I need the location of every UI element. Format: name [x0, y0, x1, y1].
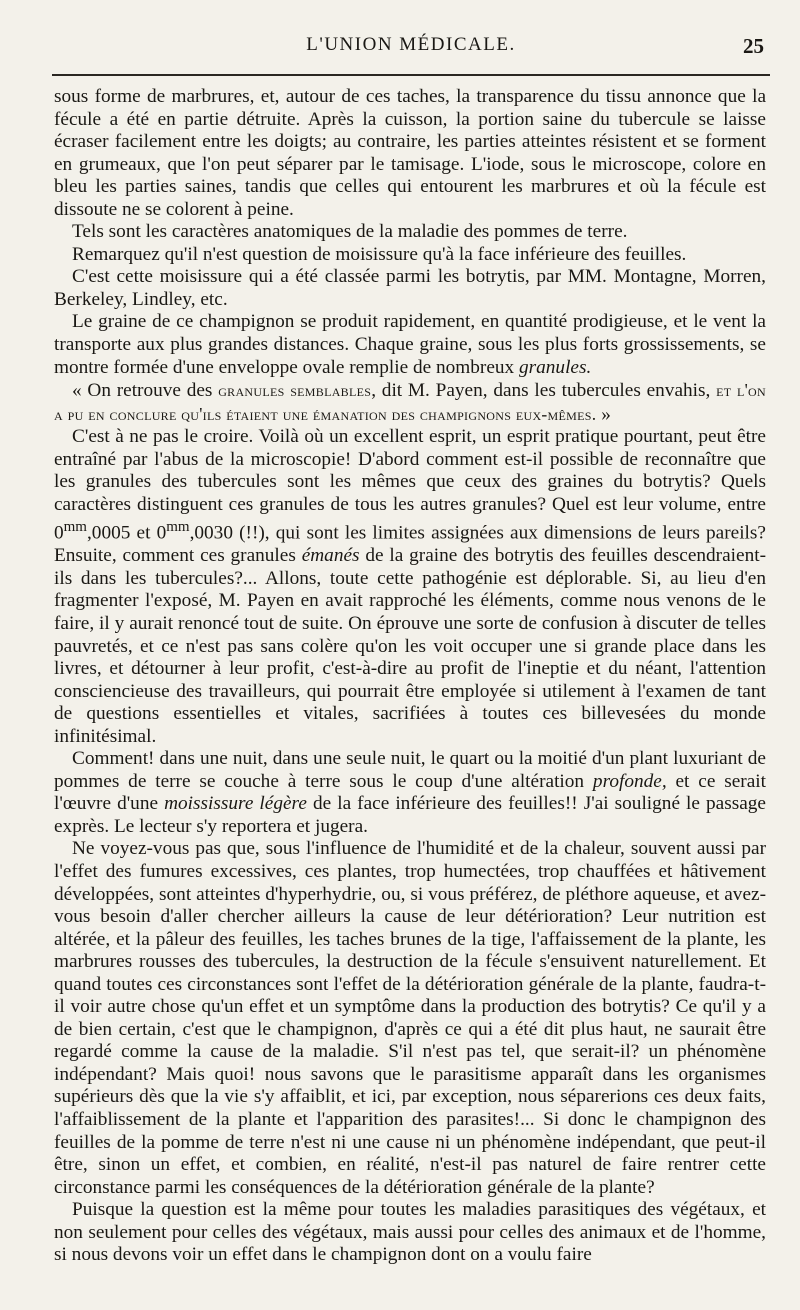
paragraph-2: Tels sont les caractères anatomiques de la maladie des pommes de terre. [72, 221, 628, 243]
quote-middle: , dit M. Payen, dans les tubercules envahis, [371, 380, 711, 402]
unit-mm-1: mm [63, 519, 87, 536]
paragraph-8-part-b: et ce serait l'œuvre d'une [54, 770, 766, 815]
paragraph-4: C'est cette moisissure qui a été classée parmi les botrytis, par MM. Montagne, Morren, Berkeley, Lindley, etc. [54, 266, 766, 310]
paragraph-7-part-a: C'est à ne pas le croire. Voilà où un excellent esprit, un esprit pratique pourtant, peut être entraîné par l'abus de la microscopie! D'abord comment est-il possible de reconnaître que les granules des tubercules sont les mêmes que ceux des graines du botrytis? Quels caractères distinguent ces granules de tous les autres granules? Quel est leur volume, entre 0 [54, 426, 766, 544]
quote-open: « On retrouve des [72, 380, 213, 402]
paragraph-8 [54, 748, 766, 838]
paragraph-5-text: Le graine de ce champignon se produit rapidement, en quantité prodigieuse, et le vent la transporte aux plus grandes distances. Chaque graine, sous les plus forts grossissements, se montre formée d'une enveloppe ovale remplie de nombreux [54, 311, 766, 378]
moississure-italic: moississure légère [164, 793, 307, 815]
paragraph-7 [54, 426, 766, 748]
granules-italic: granules. [519, 356, 592, 378]
paragraph-8-part-c: de la face inférieure des feuilles!! J'ai souligné le passage exprès. Le lecteur s'y reportera et jugera. [54, 793, 766, 837]
article-body [54, 86, 766, 1267]
running-title: L'UNION MÉDICALE. [306, 34, 516, 55]
paragraph-5 [54, 311, 766, 379]
quote-smallcaps-1: granules semblables [218, 380, 372, 401]
paragraph-7-part-c: ,0030 (!!), qui sont les limites assignées aux dimensions de leurs pareils? Ensuite, comment ces granules [54, 522, 766, 567]
paragraph-7-part-d: de la graine des botrytis des feuilles descendraient-ils dans les tubercules?... Allons, toute cette pathogénie est déplorable. Si, au lieu d'en fragmenter l'exposé, M. Payen en avait rapproché les éléments, comme nous venons de le faire, il y aurait renoncé tout de suite. On éprouve une sorte de confusion à discuter de telles pauvretés, et ce n'est pas sans colère qu'on les voit occuper une si grande place dans les livres, et détourner à leur profit, c'est-à-dire au profit de l'ineptie et du néant, l'attention consciencieuse des travailleurs, qui pourrait être employée si utilement à l'examen de tant de questions essentielles et vitales, sacrifiées à toutes ces billevesées du monde infinitésimal. [54, 545, 766, 747]
paragraph-8-part-a: Comment! dans une nuit, dans une seule nuit, le quart ou la moitié d'un plant luxuriant de pommes de terre se couche à terre sous le coup d'une altération [54, 748, 766, 792]
paragraph-3: Remarquez qu'il n'est question de moisissure qu'à la face inférieure des feuilles. [72, 243, 687, 265]
paragraph-10: Puisque la question est la même pour toutes les maladies parasitiques des végétaux, et non seulement pour celles des végétaux, mais aussi pour celles des animaux et de l'homme, si nous devons voir un effet dans le champignon dont on a voulu faire [54, 1199, 766, 1266]
page-number: 25 [743, 34, 764, 58]
paragraph-1: sous forme de marbrures, et, autour de ces taches, la transparence du tissu annonce que la fécule a été en partie détruite. Après la cuisson, la portion saine du tubercule se laisse écraser facilement entre les doigts; au contraire, les parties atteintes résistent et se forment en grumeaux, que l'on peut séparer par le tamisage. L'iode, sous le microscope, colore en bleu les parties saines, tandis que celles qui entourent les marbrures et où la fécule est dissoute ne se colorent à peine. [54, 86, 766, 220]
profonde-italic: profonde, [592, 770, 667, 792]
header-rule [52, 74, 770, 76]
page-header [52, 34, 770, 64]
emanes-italic: émanés [301, 545, 360, 567]
unit-mm-2: mm [166, 519, 190, 536]
quote-paragraph [54, 379, 766, 426]
paragraph-9: Ne voyez-vous pas que, sous l'influence de l'humidité et de la chaleur, souvent aussi par l'effet des fumures excessives, ces plantes, trop humectées, trop chauffées et hâtivement développées, sont atteintes d'hyperhydrie, ou, si vous préférez, de pléthore aqueuse, et avez-vous besoin d'aller chercher ailleurs la cause de leur détérioration? Leur nutrition est altérée, et la pâleur des feuilles, les taches brunes de la tige, l'affaissement de la plante, les marbrures rousses des tubercules, la destruction de la fécule s'ensuivent naturellement. Et quand toutes ces circonstances sont l'effet de la détérioration générale de la plante, faudra-t-il voir autre chose qu'un effet et un symptôme dans la production des botrytis? Ce qu'il y a de bien certain, c'est que le champignon, d'après ce qui a été dit plus haut, ne saurait être regardé comme la cause de la maladie. S'il n'est pas tel, que serait-il? un phénomène indépendant? Mais quoi! nous savons que le parasitisme apparaît dans les organismes supérieurs dès que la vie s'y affaiblit, et ici, par exception, nous séparerions ces deux faits, l'affaiblissement de la plante et l'apparition des parasites!... Si donc le champignon des feuilles de la pomme de terre n'est ni une cause ni un phénomène indépendant, que peut-il être, sinon un effet, et combien, en réalité, n'est-il pas naturel de faire rentrer cette circonstance parmi les conséquences de la détérioration générale de la plante? [54, 838, 766, 1198]
quote-close: » [596, 403, 611, 425]
paragraph-7-part-b: ,0005 et 0 [86, 522, 167, 544]
quote-smallcaps-2: et l'on a pu en conclure qu'ils étaient une émanation des champignons eux-mêmes. [54, 380, 766, 424]
